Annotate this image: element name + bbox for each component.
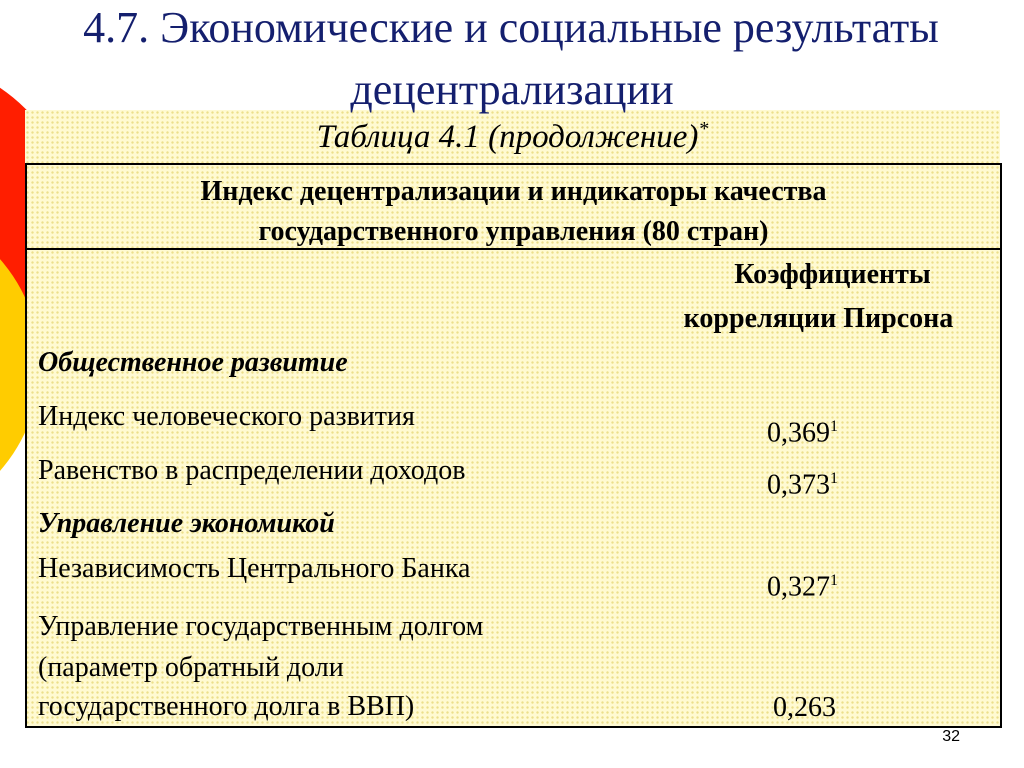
row-value-central-bank-number: 0,327 <box>767 571 830 603</box>
table-header-line1: Индекс децентрализации и индикаторы качества <box>200 176 827 207</box>
section-title-economy: Управление экономикой <box>38 508 335 539</box>
row-value-hdi-number: 0,369 <box>767 417 830 449</box>
correlation-table <box>25 163 1002 728</box>
row-value-central-bank-note: 1 <box>830 572 838 589</box>
row-label-debt-line2: (параметр обратный доли <box>38 652 344 683</box>
row-value-income-equality-number: 0,373 <box>767 469 830 501</box>
column-header-line1: Коэффициенты <box>734 259 931 290</box>
slide-title-line2: децентрализации <box>350 65 674 114</box>
row-label-debt-line3: государственного долга в ВВП) <box>38 691 415 722</box>
row-value-central-bank <box>767 563 838 605</box>
row-value-hdi-note: 1 <box>830 418 838 435</box>
table-header-line2: государственного управления (80 стран) <box>258 216 769 247</box>
slide-title-line1: 4.7. Экономические и социальные результаты <box>83 3 939 52</box>
table-caption-text: Таблица 4.1 (продолжение) <box>316 119 699 155</box>
row-label-hdi: Индекс человеческого развития <box>38 401 415 432</box>
caption-footnote-mark: * <box>698 118 709 140</box>
table-header <box>27 165 1000 250</box>
row-label-income-equality: Равенство в распределении доходов <box>38 455 466 486</box>
page-number: 32 <box>942 728 960 745</box>
row-value-debt: 0,263 <box>773 692 836 723</box>
row-label-debt-line1: Управление государственным долгом <box>38 611 484 642</box>
section-title-social: Общественное развитие <box>38 347 348 378</box>
row-value-income-equality <box>767 461 838 503</box>
column-header-line2: корреляции Пирсона <box>683 303 954 334</box>
table-caption <box>25 118 1000 156</box>
row-label-central-bank: Независимость Центрального Банка <box>38 553 471 584</box>
row-value-income-equality-note: 1 <box>830 470 838 487</box>
row-value-hdi <box>767 409 838 451</box>
